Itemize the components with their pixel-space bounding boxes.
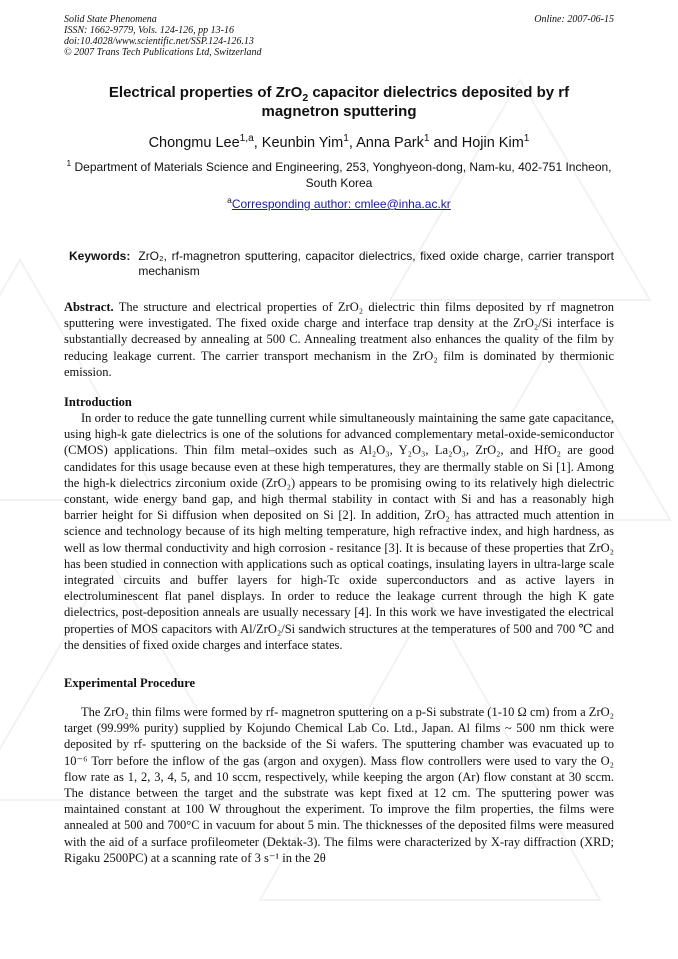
abstract-text: The structure and electrical properties of ZrO₂ dielectric thin films deposited by rf magnetron sputtering were investigated. The fixed oxide charge and interface trap density at the ZrO₂/Si interface is substantially decreased by annealing at 500 C. Annealing treatment also enhances the quality of the film by reducing leakage current. The carrier transport mechanism in the ZrO₂ film is dominated by thermionic emission.: [64, 300, 614, 379]
experimental-heading: Experimental Procedure: [64, 676, 196, 691]
journal-header: [64, 14, 614, 58]
online-date: Online: 2007-06-15: [534, 14, 614, 25]
paper-title: Electrical properties of ZrO$_2$ capacitor dielectrics deposited by rf magnetron sputtering: [108, 84, 570, 120]
corresponding-author-link[interactable]: Corresponding author: cmlee@inha.ac.kr: [231, 197, 451, 211]
journal-name: Solid State Phenomena: [64, 14, 157, 25]
corresponding-author: $^a$Corresponding author: cmlee@inha.ac.kr: [227, 195, 451, 211]
affiliation: $^1$ Department of Materials Science and Engineering, 253, Yonghyeon-dong, Nam-ku, 402-751 Incheon, South Korea: [66, 158, 612, 190]
introduction-heading: Introduction: [64, 395, 132, 410]
paper-page: [64, 14, 614, 866]
issn-line: ISSN: 1662-9779, Vols. 124-126, pp 13-16: [64, 25, 234, 36]
doi-line[interactable]: doi:10.4028/www.scientific.net/SSP.124-126.13: [64, 36, 254, 47]
author-name: Chongmu Lee: [148, 135, 240, 151]
abstract-label: Abstract.: [64, 300, 114, 314]
abstract: [64, 299, 614, 380]
introduction-text: In order to reduce the gate tunnelling current while simultaneously maintaining the same gate capacitance, using high-k gate dielectrics is one of the solutions for advanced complementary metal-oxide-semiconductor (CMOS) applications. Thin film metal–oxides such as Al₂O₃, Y₂O₃, La₂O₃, ZrO₂, and HfO₂ are good candidates for this usage because even at these high temperatures, they are thermally stable on Si [1]. Among the high-k dielectrics zirconium oxide (ZrO₂) appears to be promising owing to its relatively high dielectric constant, wide energy band gap, and high thermal stability in contact with Si and has a reasonably high barrier height for Si diffusion when deposited on Si [2]. In addition, ZrO₂ has attracted much attention in science and technology because of its high melting temperature, high refractive index, and high hardness, as well as low thermal conductivity and high corrosion - resitance [3]. It is because of these properties that ZrO₂ has been studied in connection with applications such as optical coatings, insulating layers in ultra-large scale integrated circuits and buffer layers for high-Tc oxide superconductors and as active layers in electroluminescent flat panel displays. In order to reduce the leakage current through the high K gate dielectrics, post-deposition anneals are usually necessary [4]. In this work we have investigated the electrical properties of MOS capacitors with Al/ZrO₂/Si sandwich structures at the temperatures of 500 and 700 ℃ and the densities of fixed oxide charges and interface states.: [64, 411, 614, 652]
keywords-text: ZrO₂, rf-magnetron sputtering, capacitor dielectrics, fixed oxide charge, carrier transport mechanism: [138, 249, 614, 278]
author-name: Hojin Kim: [461, 135, 524, 151]
keywords: [64, 249, 614, 279]
author-name: Anna Park: [356, 135, 424, 151]
author-list: Chongmu Lee$^{1,a}$, Keunbin Yim$^1$, Anna Park$^1$ and Hojin Kim$^1$: [148, 133, 530, 151]
experimental-text: The ZrO₂ thin films were formed by rf- magnetron sputtering on a p-Si substrate (1-10 Ω cm) from a ZrO₂ target (99.99% purity) supplied by Kojundo Chemical Lab Co. Ltd., Japan. Al films ~ 500 nm thick were deposited by rf- sputtering on the backside of the Si wafers. The sputtering chamber was evacuated up to 10⁻⁶ Torr before the inflow of the gas (argon and oxygen). Mass flow controllers were used to vary the O₂ flow rate as 1, 2, 3, 4, 5, and 10 sccm, respectively, while keeping the argon (Ar) flow constant at 30 sccm. The distance between the target and the substrate was kept fixed at 12 cm. The sputtering power was maintained constant at 100 W throughout the experiment. To improve the film properties, the films were annealed at 500 and 700°C in vacuum for about 5 min. The thicknesses of the deposited films were measured with the aid of a surface profileometer (Dektak-3). The films were characterized by X-ray diffraction (XRD; Rigaku 2500PC) at a scanning rate of 3 s⁻¹ in the 2θ: [64, 705, 614, 865]
keywords-label: Keywords:: [69, 249, 131, 263]
author-name: Keunbin Yim: [261, 135, 344, 151]
copyright-line: © 2007 Trans Tech Publications Ltd, Switzerland: [64, 47, 262, 58]
